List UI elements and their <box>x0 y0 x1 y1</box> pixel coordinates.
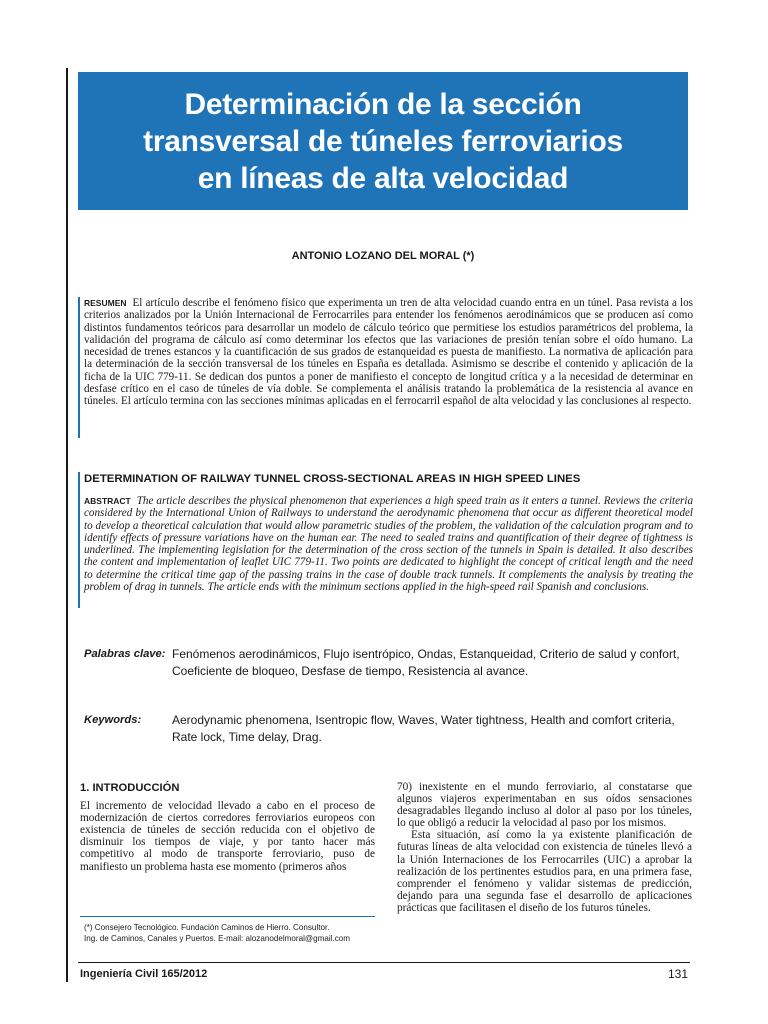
left-column <box>80 782 375 873</box>
left-margin-rule <box>66 68 68 982</box>
journal-name: Ingeniería Civil 165/2012 <box>80 968 208 980</box>
resumen-label: RESUMEN <box>84 298 127 308</box>
author-footnote <box>84 922 384 944</box>
article-title-line-1: Determinación de la sección <box>184 87 582 121</box>
palabras-clave-label: Palabras clave: <box>84 648 166 660</box>
intro-paragraph: El incremento de velocidad llevado a cabo en el proceso de modernización de ciertos corredores ferroviarios europeos con existencia de túneles de sección reducida con el objetivo de disminuir los tiempos de viaje, y por tanto hacer más competitivo al modo de transporte ferroviario, puso de manifiesto un problema hasta ese momento (primeros años <box>80 800 375 873</box>
section-heading: 1. INTRODUCCIÓN <box>80 782 180 794</box>
palabras-clave-line-1: Fenómenos aerodinámicos, Flujo isentrópico, Ondas, Estanqueidad, Criterio de salud y confort, <box>172 647 680 661</box>
footnote-rule <box>80 916 375 917</box>
abstract-accent-bar <box>78 472 80 608</box>
english-title: DETERMINATION OF RAILWAY TUNNEL CROSS-SECTIONAL AREAS IN HIGH SPEED LINES <box>84 473 581 485</box>
page-number: 131 <box>667 967 688 981</box>
article-title-line-3: en líneas de alta velocidad <box>197 161 569 195</box>
right-paragraph-1: 70) inexistente en el mundo ferroviario, al constatarse que algunos viajeros experimentaban en sus oídos sensaciones desagradables llegando incluso al dolor al paso por los túneles, lo que obligó a reducir la velocidad al paso por los mismos. <box>397 781 692 830</box>
right-paragraph-2: Esta situación, así como la ya existente planificación de futuras líneas de alta velocidad con existencia de túneles llevó a la Unión Internaciones de los Ferrocarriles (UIC) a aprobar la realización de los pertinentes estudios para, en una primera fase, comprender el fenómeno y validar sistemas de predicción, dejando para una segunda fase el desarrollo de aplicaciones prácticas que facilitasen el diseño de los futuros túneles. <box>397 829 692 914</box>
resumen-text: El artículo describe el fenómeno físico que experimenta un tren de alta velocidad cuando entra en un túnel. Pasa revista a los criterios analizados por la Unión Internacional de Ferrocarriles para entender los fenómenos aerodinámicos que se producen así como distintos fundamentos teóricos para desarrollar un modelo de cálculo teórico que permitiese los estudios paramétricos del problema, la validación del programa de cálculo así como determinar los efectos que las variaciones de presión tenían sobre el oído humano. La necesidad de trenes estancos y la cuantificación de sus grados de estanqueidad es puesta de manifiesto. La normativa de aplicación para la determinación de la sección transversal de los túneles en España es detallada. Asimismo se describe el contenido y aplicación de la ficha de la UIC 779-11. Se dedican dos puntos a poner de manifiesto el concepto de longitud crítica y a la necesidad de determinar en desfase crítico en el caso de túneles de vía doble. Se complementa el análisis tratando la problemática de la resistencia al avance en túneles. El artículo termina con las secciones mínimas aplicadas en el ferrocarril español de alta velocidad y las conclusiones al respecto. <box>84 297 693 408</box>
keywords-block <box>84 712 693 746</box>
keywords-line-1: Aerodynamic phenomena, Isentropic flow, Waves, Water tightness, Health and comfort criteria, <box>172 713 675 727</box>
author-name: ANTONIO LOZANO DEL MORAL (*) <box>291 250 475 262</box>
keywords-line-2: Rate lock, Time delay, Drag. <box>172 730 322 744</box>
resumen-paragraph <box>84 297 693 408</box>
footnote-line-1: (*) Consejero Tecnológico. Fundación Caminos de Hierro. Consultor. <box>84 923 330 932</box>
footer-rule <box>78 962 690 963</box>
article-title-line-2: transversal de túneles ferroviarios <box>143 124 623 158</box>
abstract-label: ABSTRACT <box>84 496 131 506</box>
abstract-paragraph <box>84 495 693 593</box>
palabras-clave-block <box>84 646 693 680</box>
abstract-text: The article describes the physical phenomenon that experiences a high speed train as it enters a tunnel. Reviews the criteria considered by the International Union of Railways to understand the aerodynamic phenomena that occur as different theoretical model to develop a theoretical calculation that would allow parametric studies of the problem, the validation of the calculation program and to identify effects of pressure variations have on the human ear. The need to sealed trains and quantification of their degree of tightness is underlined. The implementing legislation for the determination of the cross section of the tunnels in Spain is detailed. It also describes the content and implementation of leaflet UIC 779-11. Two points are dedicated to highlight the concept of critical length and the need to determine the critical time gap of the passing trains in the case of double track tunnels. It complements the analysis by treating the problem of drag in tunnels. The article ends with the minimum sections applied in the high-speed rail Spanish and conclusions. <box>84 495 693 594</box>
right-column <box>397 781 692 914</box>
keywords-label: Keywords: <box>84 714 142 726</box>
resumen-accent-bar <box>78 297 80 438</box>
footnote-line-2: Ing. de Caminos, Canales y Puertos. E-mail: alozanodelmoral@gmail.com <box>84 934 350 943</box>
palabras-clave-line-2: Coeficiente de bloqueo, Desfase de tiempo, Resistencia al avance. <box>172 664 529 678</box>
article-title-banner <box>78 72 688 210</box>
